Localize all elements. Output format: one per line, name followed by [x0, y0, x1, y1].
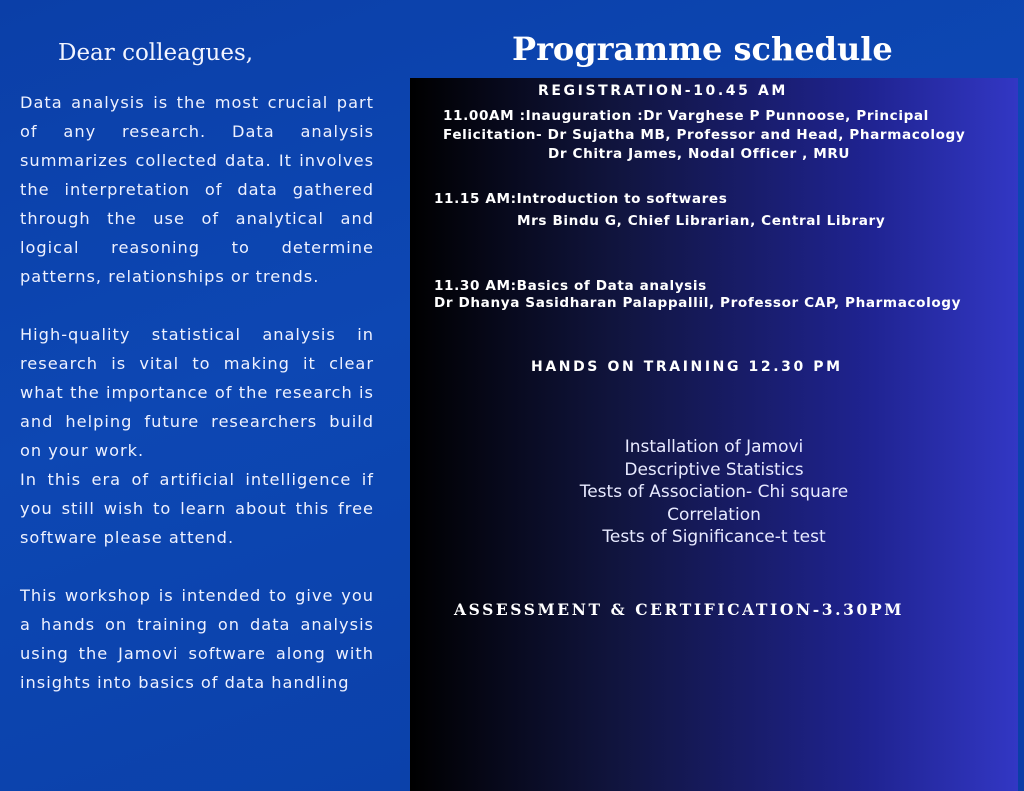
- basics-speaker: Dr Dhanya Sasidharan Palappallil, Professor CAP, Pharmacology: [434, 295, 962, 311]
- felicitation-line: Felicitation- Dr Sujatha MB, Professor and Head, Pharmacology: [443, 127, 966, 143]
- intro-paragraph: High-quality statistical analysis in research is vital to making it clear what the importance of the research is and helping future researchers build on your work.: [20, 325, 374, 460]
- assessment-certification: ASSESSMENT & CERTIFICATION-3.30PM: [454, 600, 904, 619]
- basics-time: 11.30 AM:Basics of Data analysis: [434, 278, 707, 294]
- registration-time: REGISTRATION-10.45 AM: [538, 83, 788, 99]
- topic-item: Installation of Jamovi: [624, 437, 804, 457]
- topic-item: Tests of Association- Chi square: [579, 482, 849, 502]
- schedule-title: Programme schedule: [512, 30, 893, 68]
- intro-software-speaker: Mrs Bindu G, Chief Librarian, Central Library: [517, 213, 886, 229]
- intro-software-time: 11.15 AM:Introduction to softwares: [434, 191, 728, 207]
- inauguration-line: 11.00AM :Inauguration :Dr Varghese P Punnoose, Principal: [443, 108, 929, 124]
- intro-paragraph: Data analysis is the most crucial part of any research. Data analysis summarizes collected data. It involves the interpretation of data gathered through the use of analytical and logical reasoning to determine patterns, relationships or trends.: [20, 93, 374, 286]
- intro-paragraph: This workshop is intended to give you a hands on training on data analysis using the Jamovi software along with insights into basics of data handling: [20, 586, 374, 692]
- training-topics: [410, 436, 1018, 549]
- hands-on-training: HANDS ON TRAINING 12.30 PM: [531, 359, 843, 375]
- intro-paragraph: In this era of artificial intelligence if you still wish to learn about this free software please attend.: [20, 470, 374, 547]
- topic-item: Descriptive Statistics: [624, 459, 804, 480]
- greeting: Dear colleagues,: [58, 40, 254, 66]
- intro-text: [20, 88, 374, 697]
- nodal-officer-line: Dr Chitra James, Nodal Officer , MRU: [548, 146, 851, 162]
- topic-item: Tests of Significance-t test: [602, 527, 826, 547]
- topic-item: Correlation: [667, 504, 761, 525]
- schedule-panel: [410, 78, 1018, 791]
